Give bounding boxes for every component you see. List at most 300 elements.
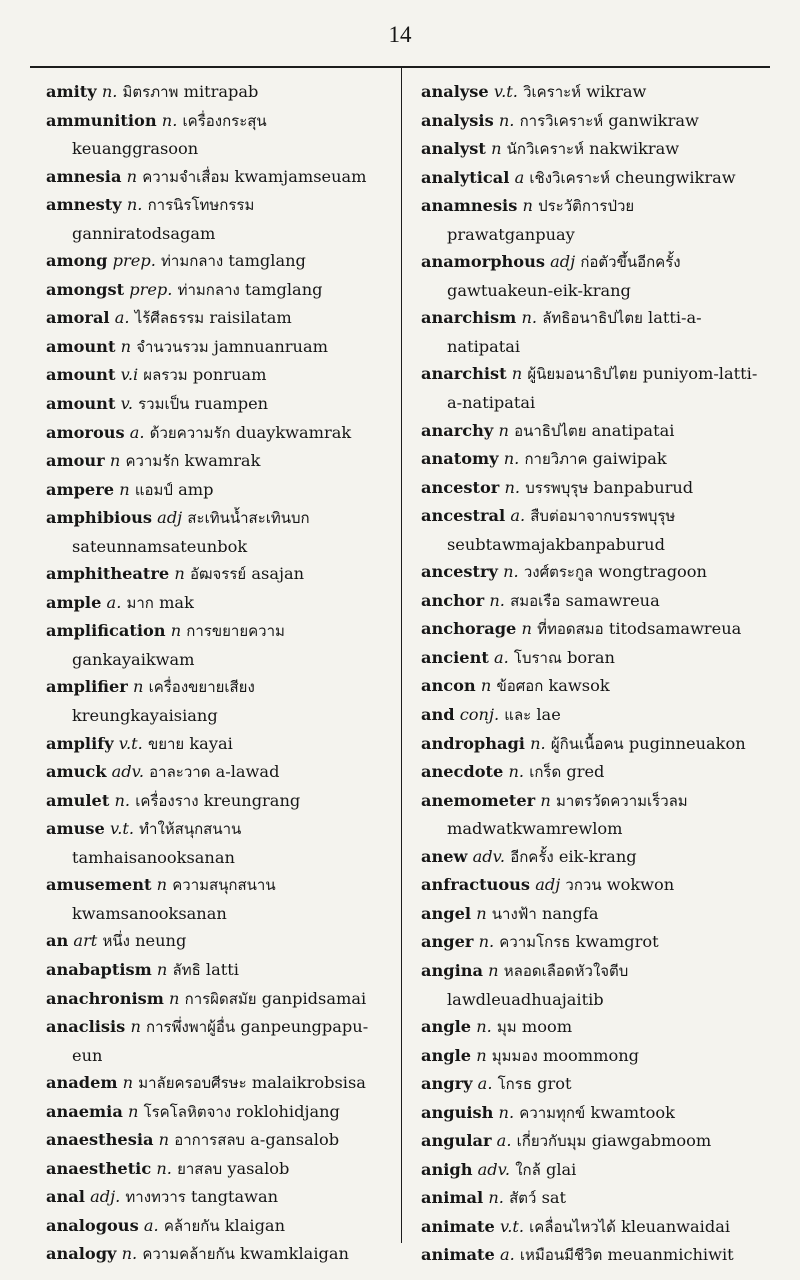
- dictionary-entry: [46, 1155, 391, 1184]
- thai-translation: อาละวาด: [149, 763, 211, 782]
- thai-translation: ความโกรธ: [499, 933, 571, 952]
- thai-translation: ความจำเสื่อม: [142, 167, 230, 186]
- thai-translation: สืบต่อมาจากบรรพบุรุษ: [530, 507, 676, 526]
- thai-translation: แอมป์: [134, 480, 173, 499]
- dictionary-entry: [421, 1184, 761, 1213]
- thai-translation: ประวัติการป่วย: [538, 197, 635, 216]
- romanization: samawreua: [565, 590, 660, 610]
- part-of-speech: n.: [126, 195, 143, 215]
- headword: anchorage: [421, 619, 517, 639]
- dictionary-entry: [46, 247, 391, 276]
- romanization: cheungwikraw: [615, 167, 736, 187]
- thai-translation: มุม: [496, 1018, 517, 1037]
- romanization: kayai: [189, 733, 233, 753]
- headword: ancestry: [421, 562, 498, 582]
- dictionary-entry: [421, 758, 761, 787]
- thai-translation: ด้วยความรัก: [149, 423, 231, 442]
- dictionary-entry: [46, 304, 391, 333]
- headword: anal: [46, 1187, 85, 1207]
- romanization: ponruam: [192, 365, 267, 385]
- romanization: glai: [545, 1159, 577, 1179]
- romanization: kwamtook: [590, 1102, 675, 1122]
- dictionary-entry: [46, 871, 391, 927]
- headword: anger: [421, 932, 474, 952]
- romanization: ganpidsamai: [261, 988, 367, 1008]
- dictionary-entry: [421, 107, 761, 136]
- part-of-speech: a.: [499, 1245, 515, 1265]
- part-of-speech: a.: [493, 647, 509, 667]
- headword: anew: [421, 846, 468, 866]
- thai-translation: วิเคราะห์: [523, 83, 582, 101]
- part-of-speech: n.: [503, 449, 520, 469]
- dictionary-entry: [46, 78, 391, 107]
- headword: amplify: [46, 733, 114, 753]
- romanization: tamglang: [228, 251, 306, 271]
- headword: anamorphous: [421, 252, 545, 272]
- romanization: banpaburud: [593, 477, 694, 497]
- romanization: gankayaikwam: [72, 649, 195, 669]
- thai-translation: สะเทินน้ำสะเทินบก: [187, 509, 310, 528]
- part-of-speech: a.: [114, 308, 130, 328]
- thai-translation: ขยาย: [147, 734, 185, 753]
- dictionary-entry: [421, 558, 761, 587]
- part-of-speech: adj.: [90, 1187, 121, 1207]
- headword: angel: [421, 903, 472, 923]
- thai-translation: การวิเคราะห์: [519, 111, 604, 130]
- thai-translation: เครื่องขยายเสียง: [148, 678, 255, 697]
- dictionary-entry: [421, 304, 761, 360]
- thai-translation: เชิงวิเคราะห์: [529, 168, 611, 187]
- part-of-speech: n: [119, 479, 130, 499]
- headword: amity: [46, 82, 97, 101]
- romanization: roklohidjang: [236, 1101, 340, 1121]
- headword: ancon: [421, 676, 476, 696]
- headword: angle: [421, 1045, 472, 1065]
- dictionary-entry: [421, 135, 761, 164]
- dictionary-entry: [421, 164, 761, 193]
- dictionary-entry: [421, 730, 761, 759]
- headword: amoral: [46, 308, 110, 328]
- part-of-speech: adj: [535, 875, 561, 895]
- romanization: tangtawan: [191, 1187, 279, 1207]
- dictionary-entry: [46, 163, 391, 192]
- headword: amulet: [46, 790, 110, 810]
- thai-translation: โกรธ: [497, 1075, 532, 1094]
- part-of-speech: adv.: [477, 1159, 511, 1179]
- romanization: meuanmichiwit: [607, 1245, 734, 1265]
- thai-translation: ที่ทอดสมอ: [537, 620, 604, 639]
- dictionary-entry: [421, 672, 761, 701]
- headword: amount: [46, 365, 116, 385]
- part-of-speech: prep.: [112, 251, 156, 271]
- headword: an: [46, 931, 69, 951]
- part-of-speech: n: [170, 621, 182, 641]
- headword: analyse: [421, 82, 489, 101]
- romanization: malaikrobsisa: [251, 1073, 366, 1093]
- part-of-speech: n.: [156, 1158, 172, 1178]
- dictionary-entry: [46, 1183, 391, 1212]
- romanization: gred: [566, 762, 605, 782]
- part-of-speech: v.t.: [118, 733, 143, 753]
- part-of-speech: v.t.: [109, 819, 134, 839]
- headword: anaemia: [46, 1101, 123, 1121]
- headword: anchor: [421, 590, 485, 610]
- dictionary-entry: [46, 589, 391, 618]
- part-of-speech: n.: [476, 1017, 492, 1037]
- romanization: moommong: [542, 1045, 640, 1065]
- dictionary-entry: [421, 787, 761, 843]
- thai-translation: เคลื่อนไหวได้: [529, 1217, 616, 1236]
- headword: anfractuous: [421, 875, 531, 895]
- dictionary-entry: [421, 957, 761, 1013]
- dictionary-entry: [421, 1241, 761, 1270]
- thai-translation: ทำให้สนุกสนาน: [139, 820, 242, 839]
- romanization: gaiwipak: [592, 449, 667, 469]
- romanization: a-gansalob: [250, 1130, 340, 1150]
- headword: analysis: [421, 110, 494, 130]
- dictionary-entry: [421, 445, 761, 474]
- thai-translation: โบราณ: [513, 648, 562, 667]
- headword: analogy: [46, 1244, 117, 1264]
- dictionary-entry: [46, 1013, 391, 1069]
- headword: angry: [421, 1074, 473, 1094]
- romanization: puginneuakon: [628, 733, 746, 753]
- headword: animate: [421, 1216, 495, 1236]
- part-of-speech: n: [169, 988, 180, 1008]
- thai-translation: ข้อศอก: [496, 677, 544, 696]
- thai-translation: เกร็ด: [529, 763, 562, 782]
- romanization: neung: [135, 931, 187, 951]
- thai-translation: ผู้กินเนื้อคน: [550, 734, 624, 753]
- part-of-speech: a.: [477, 1074, 493, 1094]
- dictionary-entry: [46, 390, 391, 419]
- headword: angina: [421, 960, 483, 980]
- dictionary-entry: [421, 587, 761, 616]
- part-of-speech: n: [174, 564, 185, 584]
- headword: anarchist: [421, 364, 507, 384]
- thai-translation: เครื่องราง: [135, 791, 199, 810]
- left-column: [46, 78, 391, 1269]
- column-divider: [401, 68, 402, 1243]
- headword: anatomy: [421, 449, 499, 469]
- dictionary-entry: [46, 504, 391, 560]
- thai-translation: กายวิภาค: [524, 450, 588, 469]
- part-of-speech: adj: [157, 508, 183, 528]
- part-of-speech: adv.: [111, 762, 145, 782]
- romanization: kwamjamseuam: [234, 166, 367, 186]
- dictionary-entry: [421, 644, 761, 673]
- dictionary-entry: [46, 815, 391, 871]
- dictionary-entry: [46, 985, 391, 1014]
- part-of-speech: n.: [478, 932, 495, 952]
- romanization: kwamsanooksanan: [72, 903, 227, 923]
- thai-translation: มุมมอง: [491, 1046, 538, 1065]
- thai-translation: ความทุกข์: [519, 1103, 586, 1122]
- romanization: a-lawad: [215, 762, 280, 782]
- part-of-speech: n: [476, 903, 487, 923]
- dictionary-entry: [421, 502, 761, 558]
- part-of-speech: n: [122, 1073, 134, 1093]
- thai-translation: อัฒจรรย์: [189, 565, 247, 584]
- thai-translation: คล้ายกัน: [163, 1216, 220, 1235]
- headword: amnesia: [46, 166, 122, 186]
- dictionary-entry: [46, 361, 391, 390]
- romanization: kwamklaigan: [240, 1244, 349, 1264]
- headword: anamnesis: [421, 196, 518, 216]
- part-of-speech: a: [514, 167, 525, 187]
- dictionary-entry: [421, 1099, 761, 1128]
- dictionary-entry: [46, 956, 391, 985]
- romanization: raisilatam: [209, 308, 292, 328]
- thai-translation: หลอดเลือดหัวใจตีบ: [503, 961, 629, 980]
- headword: amuse: [46, 819, 105, 839]
- part-of-speech: n: [491, 139, 502, 159]
- part-of-speech: n: [488, 960, 499, 980]
- headword: amusement: [46, 875, 152, 895]
- dictionary-entry: [46, 1098, 391, 1127]
- headword: analyst: [421, 139, 486, 159]
- thai-translation: ความรัก: [125, 452, 180, 471]
- romanization: wokwon: [606, 875, 675, 895]
- headword: amnesty: [46, 195, 122, 215]
- headword: amount: [46, 336, 116, 356]
- part-of-speech: n: [498, 420, 509, 440]
- headword: anaesthetic: [46, 1158, 152, 1178]
- thai-translation: วงศ์ตระกูล: [523, 563, 594, 582]
- thai-translation: อนาธิปไตย: [514, 421, 587, 440]
- thai-translation: หนึ่ง: [102, 932, 130, 951]
- headword: analogous: [46, 1215, 139, 1235]
- headword: anarchy: [421, 420, 494, 440]
- dictionary-entry: [46, 1069, 391, 1098]
- romanization: latti: [205, 959, 239, 979]
- thai-translation: วกวน: [565, 876, 602, 895]
- romanization: eik-krang: [558, 846, 637, 866]
- romanization: nangfa: [541, 903, 599, 923]
- thai-translation: ใกล้: [515, 1160, 541, 1179]
- headword: anemometer: [421, 790, 536, 810]
- romanization: duaykwamrak: [235, 422, 352, 442]
- part-of-speech: n.: [101, 82, 118, 101]
- dictionary-entry: [46, 1126, 391, 1155]
- thai-translation: รวมเป็น: [138, 395, 190, 414]
- thai-translation: ก่อตัวขึ้นอีกครั้ง: [580, 253, 681, 272]
- part-of-speech: adj: [550, 252, 576, 272]
- romanization: wongtragoon: [598, 562, 707, 582]
- romanization: jamnuanruam: [213, 336, 328, 356]
- romanization: kreungrang: [203, 790, 301, 810]
- part-of-speech: a.: [510, 506, 526, 526]
- dictionary-entry: [46, 447, 391, 476]
- romanization: ganniratodsagam: [72, 223, 216, 243]
- thai-translation: ความสนุกสนาน: [172, 876, 276, 895]
- dictionary-entry: [421, 1042, 761, 1071]
- dictionary-entry: [46, 276, 391, 305]
- thai-translation: สัตว์: [509, 1189, 537, 1208]
- headword: anachronism: [46, 988, 164, 1008]
- part-of-speech: n: [156, 959, 168, 979]
- thai-translation: มาลัยครอบศีรษะ: [138, 1074, 247, 1093]
- headword: ammunition: [46, 110, 157, 130]
- part-of-speech: n: [511, 364, 523, 384]
- dictionary-entry: [421, 843, 761, 872]
- dictionary-entry: [46, 673, 391, 729]
- thai-translation: ไร้ศีลธรรม: [134, 309, 205, 328]
- part-of-speech: n.: [489, 590, 505, 610]
- romanization: nakwikraw: [589, 139, 680, 159]
- headword: amphibious: [46, 508, 153, 528]
- headword: angle: [421, 1017, 472, 1037]
- headword: ancestor: [421, 477, 500, 497]
- part-of-speech: n.: [161, 110, 178, 130]
- romanization: asajan: [251, 564, 305, 584]
- romanization: prawatganpuay: [447, 224, 575, 244]
- romanization: kwamgrot: [575, 932, 659, 952]
- dictionary-entry: [421, 871, 761, 900]
- dictionary-entry: [421, 78, 761, 107]
- part-of-speech: n: [156, 875, 168, 895]
- headword: amplification: [46, 621, 166, 641]
- page-number: 14: [388, 22, 412, 47]
- romanization: kleuanwaidai: [621, 1216, 731, 1236]
- romanization: latti-a-natipatai: [447, 308, 702, 356]
- romanization: kwamrak: [184, 451, 261, 471]
- dictionary-entry: [421, 1213, 761, 1242]
- thai-translation: มาก: [126, 593, 154, 612]
- romanization: kawsok: [548, 676, 610, 696]
- romanization: keuanggrasoon: [72, 139, 199, 159]
- dictionary-entry: [46, 1212, 391, 1241]
- thai-translation: การพึ่งพาผู้อื่น: [146, 1018, 236, 1037]
- romanization: lae: [536, 705, 561, 725]
- headword: amour: [46, 451, 105, 471]
- romanization: boran: [567, 647, 615, 667]
- thai-translation: ท่ามกลาง: [161, 252, 224, 271]
- romanization: gawtuakeun-eik-krang: [447, 280, 631, 300]
- dictionary-entry: [421, 248, 761, 304]
- headword: ampere: [46, 479, 115, 499]
- part-of-speech: v.i: [120, 365, 139, 385]
- thai-translation: ท่ามกลาง: [177, 280, 240, 299]
- thai-translation: นักวิเคราะห์: [506, 140, 584, 159]
- headword: animate: [421, 1245, 495, 1265]
- part-of-speech: n: [109, 451, 121, 471]
- headword: ancient: [421, 647, 489, 667]
- dictionary-entry: [46, 1240, 391, 1269]
- thai-translation: ความคล้ายกัน: [142, 1245, 235, 1264]
- headword: ample: [46, 592, 102, 612]
- thai-translation: ลัทธิ: [172, 960, 201, 979]
- part-of-speech: a.: [143, 1215, 159, 1235]
- headword: among: [46, 251, 108, 271]
- thai-translation: บรรพบุรุษ: [525, 478, 589, 497]
- part-of-speech: n: [130, 1017, 141, 1037]
- romanization: klaigan: [224, 1215, 286, 1235]
- part-of-speech: n.: [488, 1188, 504, 1208]
- romanization: mak: [159, 592, 194, 612]
- part-of-speech: a.: [129, 422, 145, 442]
- romanization: kreungkayaisiang: [72, 706, 218, 726]
- headword: amorous: [46, 422, 125, 442]
- romanization: yasalob: [227, 1158, 290, 1178]
- dictionary-entry: [46, 191, 391, 247]
- part-of-speech: n.: [508, 762, 525, 782]
- part-of-speech: n.: [498, 1102, 515, 1122]
- dictionary-entry: [46, 476, 391, 505]
- thai-translation: เกี่ยวกับมุม: [516, 1132, 587, 1151]
- dictionary-entry: [46, 560, 391, 589]
- headword: angular: [421, 1131, 492, 1151]
- romanization: madwatkwamrewlom: [447, 819, 623, 839]
- headword: anarchism: [421, 308, 517, 328]
- part-of-speech: n.: [114, 790, 131, 810]
- part-of-speech: n: [133, 677, 144, 697]
- part-of-speech: adv.: [472, 846, 506, 866]
- part-of-speech: n.: [521, 308, 538, 328]
- part-of-speech: n: [540, 790, 551, 810]
- thai-translation: จำนวนรวม: [136, 337, 209, 356]
- dictionary-entry: [46, 419, 391, 448]
- dictionary-entry: [421, 1013, 761, 1042]
- headword: amongst: [46, 279, 125, 299]
- headword: androphagi: [421, 733, 525, 753]
- thai-translation: การขยายความ: [186, 622, 285, 641]
- thai-translation: ทางทวาร: [125, 1188, 186, 1207]
- headword: and: [421, 705, 455, 725]
- headword: amuck: [46, 762, 107, 782]
- dictionary-entry: [421, 928, 761, 957]
- dictionary-entry: [46, 787, 391, 816]
- dictionary-entry: [421, 701, 761, 730]
- romanization: amp: [178, 479, 214, 499]
- dictionary-entry: [421, 1156, 761, 1185]
- part-of-speech: n: [476, 1045, 487, 1065]
- headword: amplifier: [46, 677, 128, 697]
- romanization: ganwikraw: [608, 110, 699, 130]
- dictionary-entry: [46, 333, 391, 362]
- romanization: anatipatai: [591, 420, 675, 440]
- dictionary-entry: [46, 107, 391, 163]
- part-of-speech: n.: [530, 733, 546, 753]
- headword: anguish: [421, 1102, 494, 1122]
- part-of-speech: n.: [498, 110, 515, 130]
- thai-translation: อาการสลบ: [174, 1131, 246, 1150]
- part-of-speech: n.: [121, 1244, 138, 1264]
- thai-translation: การผิดสมัย: [184, 989, 257, 1008]
- part-of-speech: a.: [496, 1131, 512, 1151]
- part-of-speech: prep.: [129, 279, 173, 299]
- part-of-speech: n: [126, 166, 138, 186]
- romanization: grot: [537, 1074, 572, 1094]
- dictionary-entry: [421, 900, 761, 929]
- romanization: seubtawmajakbanpaburud: [447, 534, 665, 554]
- romanization: wikraw: [586, 82, 647, 101]
- thai-translation: สมอเรือ: [510, 591, 561, 610]
- thai-translation: ผลรวม: [143, 366, 188, 385]
- thai-translation: ยาสลบ: [177, 1159, 223, 1178]
- headword: analytical: [421, 167, 510, 187]
- headword: anaclisis: [46, 1017, 126, 1037]
- thai-translation: อีกครั้ง: [510, 847, 554, 866]
- romanization: titodsamawreua: [608, 619, 742, 639]
- header-rule: [30, 66, 770, 68]
- part-of-speech: n: [480, 676, 492, 696]
- romanization: tamhaisanooksanan: [72, 847, 235, 867]
- part-of-speech: v.: [120, 394, 133, 414]
- part-of-speech: v.t.: [493, 82, 518, 101]
- romanization: moom: [521, 1017, 573, 1037]
- headword: anecdote: [421, 762, 504, 782]
